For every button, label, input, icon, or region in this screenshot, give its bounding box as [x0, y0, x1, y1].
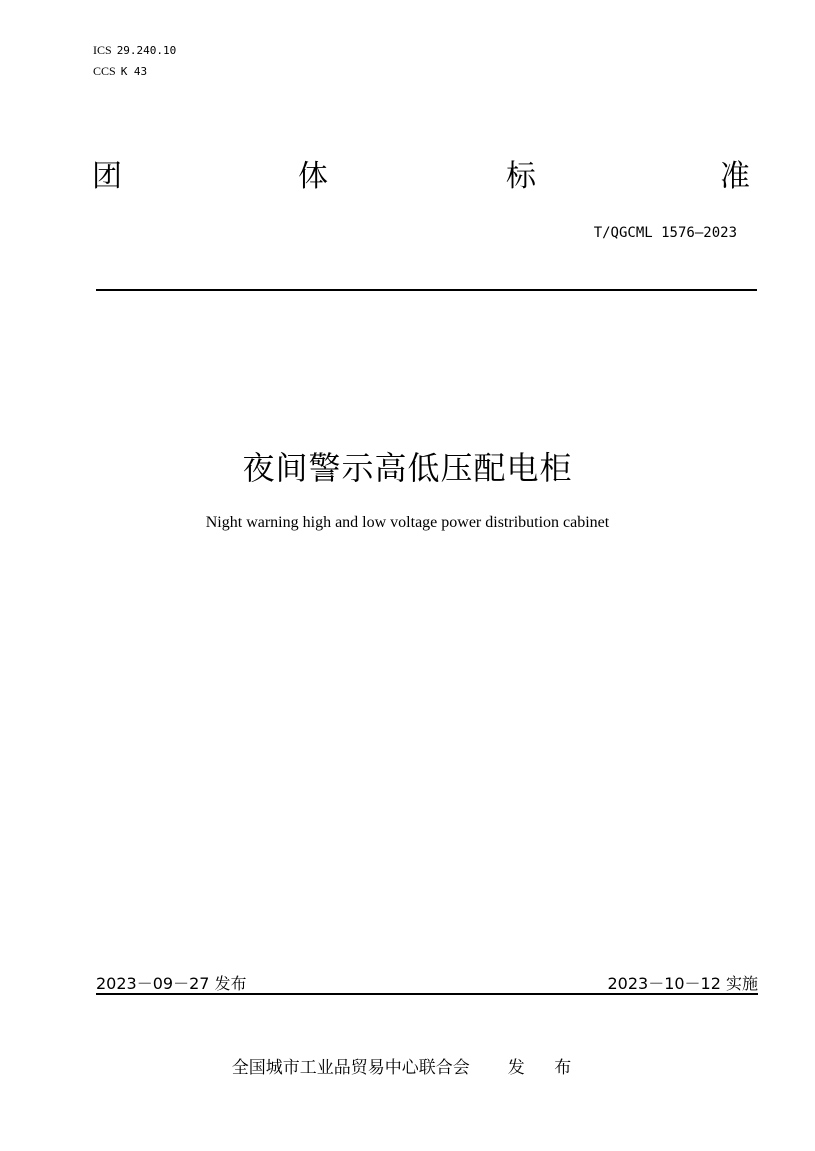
ccs-code: K 43	[120, 65, 148, 78]
publish-action: 发 布	[507, 1058, 584, 1078]
ccs-label: CCS	[93, 64, 116, 78]
issue-date: 2023－09－27 发布	[96, 974, 247, 993]
ics-code: 29.240.10	[116, 44, 177, 57]
chinese-title: 夜间警示高低压配电柜	[242, 449, 573, 487]
bottom-divider	[96, 993, 758, 995]
standard-number: T/QGCML 1576—2023	[593, 225, 737, 241]
standard-kind-char: 体	[298, 159, 328, 194]
ics-label: ICS	[93, 43, 112, 57]
ccs-row	[93, 61, 176, 82]
standard-kind-char: 标	[506, 159, 536, 194]
standard-kind-heading	[92, 157, 752, 197]
standard-kind-char: 准	[720, 159, 750, 194]
classification-codes	[93, 40, 176, 82]
ics-row	[93, 40, 176, 61]
english-title: Night warning high and low voltage power distribution cabinet	[205, 514, 610, 531]
publisher-name: 全国城市工业品贸易中心联合会	[231, 1058, 470, 1078]
top-divider	[96, 289, 757, 291]
standard-kind-char: 团	[92, 159, 122, 194]
publisher-line	[0, 1053, 815, 1078]
implementation-date: 2023－10－12 实施	[607, 974, 758, 993]
